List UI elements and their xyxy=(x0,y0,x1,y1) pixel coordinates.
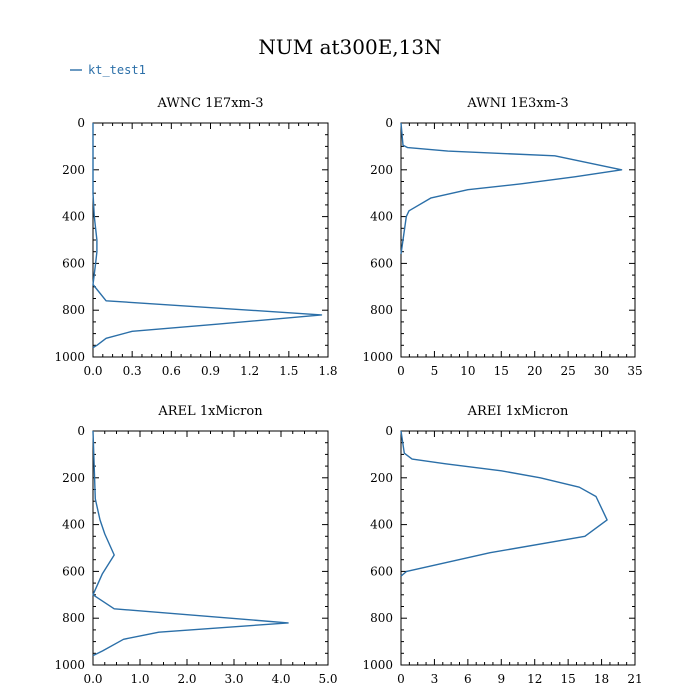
y-tick-label: 0 xyxy=(77,424,85,438)
y-tick-label: 800 xyxy=(370,303,393,318)
y-tick-label: 600 xyxy=(370,256,393,271)
x-tick-label: 0.6 xyxy=(161,364,181,378)
axes-frame xyxy=(401,123,635,357)
y-tick-label: 200 xyxy=(370,162,393,177)
x-tick-label: 5.0 xyxy=(318,672,338,686)
x-tick-label: 5 xyxy=(430,364,439,378)
y-tick-label: 400 xyxy=(62,209,85,224)
x-tick-label: 6 xyxy=(464,672,472,686)
x-tick-label: 0.0 xyxy=(83,672,103,686)
figure-title: NUM at300E,13N xyxy=(258,35,442,59)
x-tick-label: 0.0 xyxy=(83,364,103,378)
x-tick-label: 30 xyxy=(593,364,610,378)
series-line xyxy=(93,123,322,348)
y-tick-label: 600 xyxy=(62,564,85,579)
y-tick-label: 0 xyxy=(77,116,85,130)
x-tick-label: 3 xyxy=(430,672,439,686)
x-tick-label: 35 xyxy=(627,364,643,378)
y-tick-label: 800 xyxy=(62,303,85,318)
panel-arel xyxy=(54,404,337,686)
x-tick-label: 1.2 xyxy=(240,364,260,378)
x-tick-label: 3.0 xyxy=(224,672,244,686)
legend-label: kt_test1 xyxy=(88,63,146,77)
x-tick-label: 15 xyxy=(560,672,576,686)
y-tick-label: 1000 xyxy=(54,658,85,672)
x-tick-label: 9 xyxy=(497,672,506,686)
y-tick-label: 400 xyxy=(62,517,85,532)
y-tick-label: 0 xyxy=(385,116,393,130)
axes-frame xyxy=(93,123,328,357)
y-tick-label: 200 xyxy=(62,162,85,177)
y-tick-label: 600 xyxy=(370,564,393,579)
x-tick-label: 15 xyxy=(493,364,509,378)
series-line xyxy=(401,431,607,576)
axes-frame xyxy=(93,431,328,665)
y-tick-label: 1000 xyxy=(362,350,393,364)
panel-title: AWNI 1E3xm-3 xyxy=(467,96,569,111)
y-tick-label: 0 xyxy=(385,424,393,438)
y-tick-label: 600 xyxy=(62,256,85,271)
series-line xyxy=(401,123,622,254)
y-tick-label: 800 xyxy=(62,611,85,626)
series-line xyxy=(93,431,288,656)
x-tick-label: 2.0 xyxy=(177,672,197,686)
x-tick-label: 0.9 xyxy=(200,364,221,378)
x-tick-label: 0 xyxy=(397,672,405,686)
y-tick-label: 200 xyxy=(62,470,85,485)
panel-arei xyxy=(362,404,642,686)
y-tick-label: 800 xyxy=(370,611,393,626)
y-tick-label: 400 xyxy=(370,517,393,532)
y-tick-label: 200 xyxy=(370,470,393,485)
x-tick-label: 25 xyxy=(560,364,576,378)
panel-awni xyxy=(362,96,642,378)
panel-title: AREL 1xMicron xyxy=(158,404,263,419)
x-tick-label: 1.0 xyxy=(130,672,150,686)
x-tick-label: 10 xyxy=(460,364,476,378)
x-tick-label: 12 xyxy=(527,672,543,686)
x-tick-label: 1.8 xyxy=(318,364,338,378)
x-tick-label: 20 xyxy=(527,364,543,378)
x-tick-label: 0.3 xyxy=(122,364,142,378)
legend xyxy=(70,63,146,77)
y-tick-label: 1000 xyxy=(362,658,393,672)
x-tick-label: 21 xyxy=(627,672,643,686)
panel-awnc xyxy=(54,96,337,378)
x-tick-label: 0 xyxy=(397,364,405,378)
y-tick-label: 1000 xyxy=(54,350,85,364)
panel-title: AREI 1xMicron xyxy=(467,404,569,419)
x-tick-label: 18 xyxy=(593,672,610,686)
x-tick-label: 1.5 xyxy=(279,364,299,378)
panel-title: AWNC 1E7xm-3 xyxy=(157,96,264,111)
y-tick-label: 400 xyxy=(370,209,393,224)
x-tick-label: 4.0 xyxy=(271,672,291,686)
